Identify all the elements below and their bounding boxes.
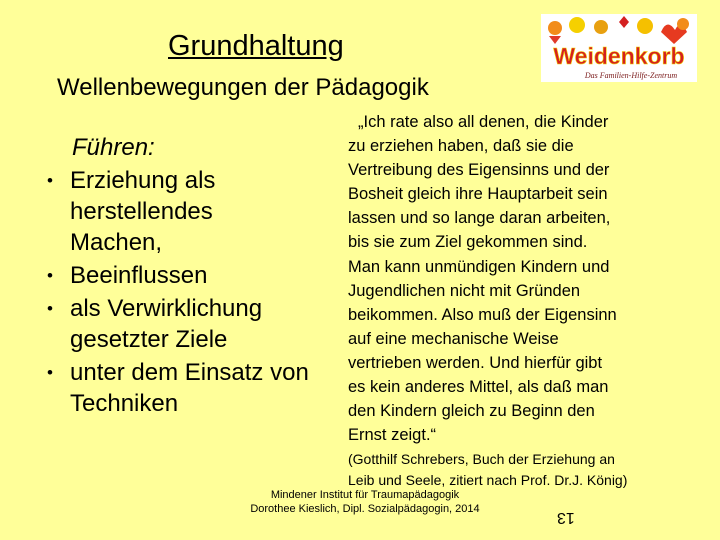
quote-line: es kein anderes Mittel, als daß man (348, 378, 609, 397)
citation-line: (Gotthilf Schrebers, Buch der Erziehung an (348, 451, 615, 467)
quote-line: zu erziehen haben, daß sie die (348, 137, 574, 156)
page-number: 13 (557, 509, 575, 526)
quote-line: lassen und so lange daran arbeiten, (348, 209, 611, 228)
bullet-line: Techniken (70, 390, 179, 417)
slide-title: Grundhaltung (168, 30, 344, 62)
quote-line: Vertreibung des Eigensinns und der (348, 161, 610, 180)
quote-line: Bosheit gleich ihre Hauptarbeit sein (348, 185, 608, 204)
lead-text: Führen: (72, 134, 155, 161)
bullet-item (30, 357, 360, 419)
quote-citation (348, 449, 693, 491)
slide-subtitle: Wellenbewegungen der Pädagogik (57, 74, 429, 101)
quote-line: bis sie zum Ziel gekommen sind. (348, 233, 588, 252)
bullet-item (30, 293, 360, 355)
bullet-line: als Verwirklichung (70, 295, 263, 322)
bullet-icon: • (47, 266, 53, 285)
bullet-line: Machen, (70, 229, 163, 256)
quote-line: den Kindern gleich zu Beginn den (348, 402, 595, 421)
weidenkorb-logo (541, 14, 697, 82)
bullet-line: gesetzter Ziele (70, 326, 228, 353)
bullet-line: unter dem Einsatz von (70, 359, 309, 386)
bullet-line: Erziehung als (70, 167, 216, 194)
left-column (30, 132, 360, 419)
schreber-quote (348, 110, 693, 447)
bullet-line: herstellendes (70, 198, 213, 225)
bullet-item (30, 165, 360, 258)
quote-line: Jugendlichen nicht mit Gründen (348, 281, 581, 300)
quote-line: Man kann unmündigen Kindern und (348, 257, 610, 276)
svg-text:Weidenkorb: Weidenkorb (553, 43, 685, 69)
quote-line: Ernst zeigt.“ (348, 426, 437, 445)
quote-line: „Ich rate also all denen, die Kinder (358, 113, 609, 131)
bullet-icon: • (47, 299, 53, 318)
quote-line: vertrieben werden. Und hierfür gibt (348, 353, 603, 372)
bullet-icon: • (47, 171, 53, 190)
footer-author: Dorothee Kieslich, Dipl. Sozialpädagogin, 2014 (250, 503, 480, 515)
quote-line: beikommen. Also muß der Eigensinn (348, 305, 617, 324)
quote-line: auf eine mechanische Weise (348, 329, 559, 348)
footer (200, 488, 530, 516)
citation-line: Leib und Seele, zitiert nach Prof. Dr.J. König) (348, 472, 628, 488)
footer-institute: Mindener Institut für Traumapädagogik (270, 489, 460, 501)
bullet-icon: • (47, 363, 53, 382)
svg-text:Das Familien-Hilfe-Zentrum: Das Familien-Hilfe-Zentrum (584, 71, 678, 80)
bullet-line: Beeinflussen (70, 262, 208, 289)
bullet-item (30, 260, 360, 291)
